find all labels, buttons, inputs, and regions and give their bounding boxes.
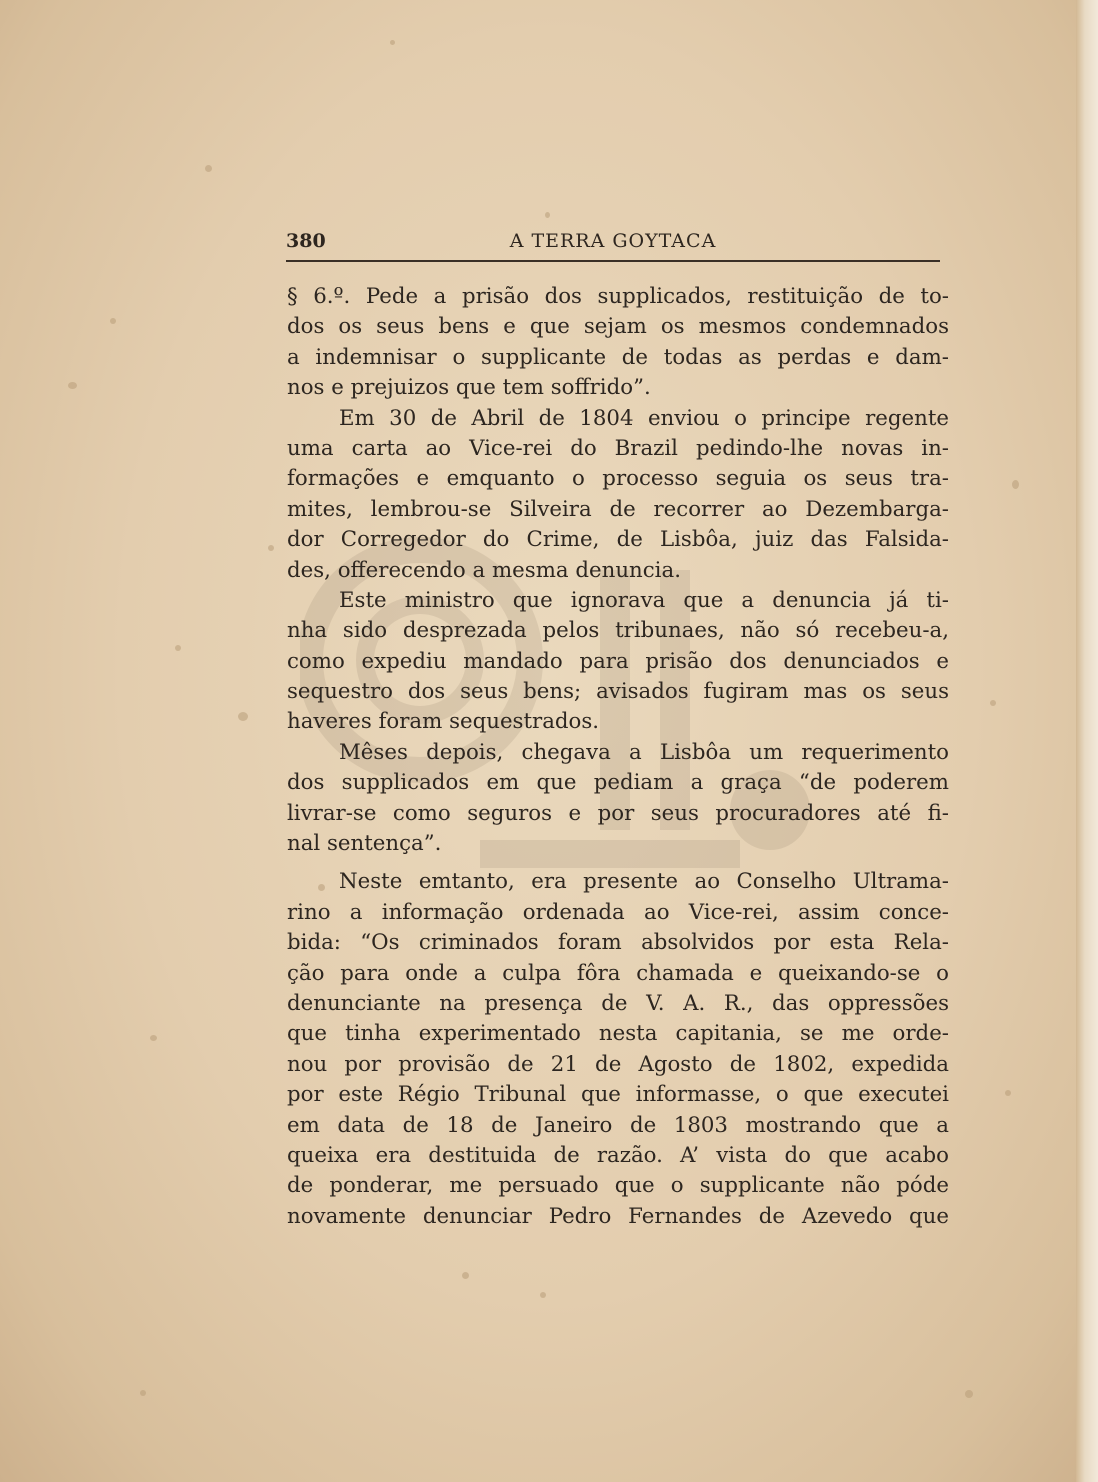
text-line: a indemnisar o supplicante de todas as perdas e dam- <box>287 344 949 370</box>
text-line: como expediu mandado para prisão dos denunciados e <box>287 648 949 674</box>
text-line: de ponderar, me persuado que o supplicante não póde <box>287 1173 949 1199</box>
text-line: Este ministro que ignorava que a denuncia já ti- <box>339 587 949 613</box>
text-line: que tinha experimentado nesta capitania, se me orde- <box>287 1021 949 1047</box>
paper-speck <box>540 1292 546 1298</box>
paragraph <box>287 404 949 586</box>
text-line: nal sentença”. <box>287 831 442 857</box>
text-line: rino a informação ordenada ao Vice-rei, assim conce- <box>287 899 949 925</box>
paper-speck <box>462 1272 469 1279</box>
text-line: Mêses depois, chegava a Lisbôa um requerimento <box>339 739 949 765</box>
paper-speck <box>140 1390 146 1396</box>
text-line: livrar-se como seguros e por seus procuradores até fi- <box>287 800 949 826</box>
paper-speck <box>175 645 181 651</box>
running-header <box>286 228 940 262</box>
text-line: bida: “Os criminados foram absolvidos por esta Rela- <box>287 930 949 956</box>
text-line: haveres foram sequestrados. <box>287 709 600 735</box>
paper-speck <box>238 712 248 721</box>
body-text <box>287 282 949 1232</box>
paper-speck <box>1012 480 1019 489</box>
paragraph <box>287 586 949 738</box>
text-line: dos supplicados em que pediam a graça “de poderem <box>287 770 949 796</box>
text-line: dor Corregedor do Crime, de Lisbôa, juiz das Falsida- <box>287 527 949 553</box>
text-line: nou por provisão de 21 de Agosto de 1802, expedida <box>287 1051 949 1077</box>
text-line: des, offerecendo a mesma denuncia. <box>287 557 681 583</box>
running-head-title: A TERRA GOYTACA <box>509 230 717 252</box>
paragraph <box>287 738 949 860</box>
text-line: ção para onde a culpa fôra chamada e queixando-se o <box>287 960 949 986</box>
paper-speck <box>965 1390 973 1398</box>
text-line: mites, lembrou-se Silveira de recorrer ao Dezembarga- <box>287 496 949 522</box>
text-line: nha sido desprezada pelos tribunaes, não só recebeu-a, <box>287 618 949 644</box>
text-line: uma carta ao Vice-rei do Brazil pedindo-lhe novas in- <box>287 435 949 461</box>
paper-speck <box>1005 1090 1011 1096</box>
text-line: queixa era destituida de razão. A’ vista do que acabo <box>287 1142 949 1168</box>
text-line: Em 30 de Abril de 1804 enviou o principe regente <box>339 405 949 431</box>
paper-speck <box>990 700 996 706</box>
text-line: dos os seus bens e que sejam os mesmos condemnados <box>287 314 949 340</box>
paper-speck <box>150 1035 157 1041</box>
text-line: em data de 18 de Janeiro de 1803 mostrando que a <box>287 1112 949 1138</box>
text-line: por este Régio Tribunal que informasse, o que executei <box>287 1082 949 1108</box>
text-line: sequestro dos seus bens; avisados fugiram mas os seus <box>287 679 949 705</box>
paper-speck <box>68 382 77 389</box>
text-line: denunciante na presença de V. A. R., das oppressões <box>287 990 949 1016</box>
page-number: 380 <box>286 230 326 252</box>
text-line: § 6.º. Pede a prisão dos supplicados, restituição de to- <box>287 284 949 309</box>
paragraph <box>287 867 949 1232</box>
paper-speck <box>390 40 395 45</box>
text-line: novamente denunciar Pedro Fernandes de Azevedo que <box>287 1203 949 1229</box>
text-line: Neste emtanto, era presente ao Conselho Ultrama- <box>339 869 949 895</box>
paragraph <box>287 282 949 404</box>
paragraph-gap <box>287 859 949 867</box>
paper-speck <box>268 545 274 551</box>
paper-speck <box>205 165 212 172</box>
paper-speck <box>110 318 116 324</box>
text-line: formações e emquanto o processo seguia os seus tra- <box>287 466 949 492</box>
paper-speck <box>545 212 550 218</box>
page-edge <box>1076 0 1098 1482</box>
text-line: nos e prejuizos que tem soffrido”. <box>287 375 651 401</box>
